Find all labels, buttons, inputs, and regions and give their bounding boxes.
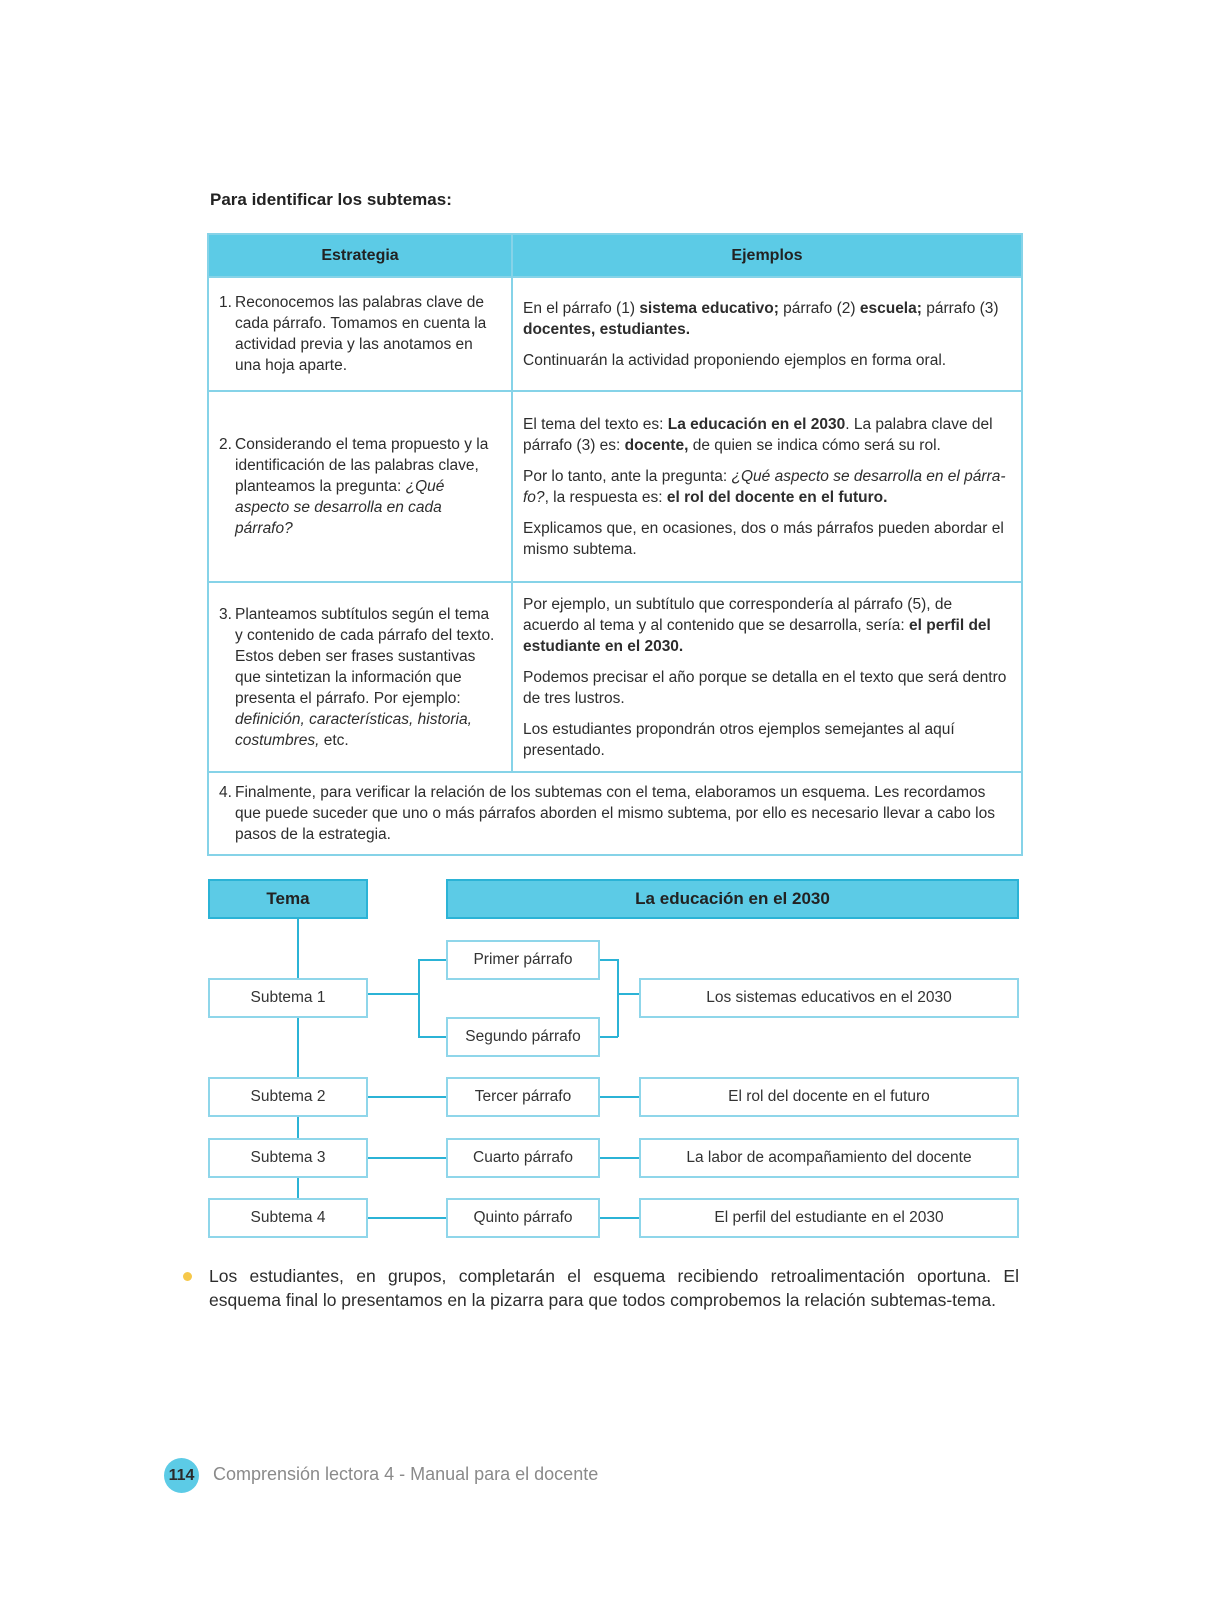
- bullet-dot-icon: [183, 1272, 192, 1281]
- connector-line: [600, 1217, 639, 1219]
- tema-value: La educación en el 2030: [446, 879, 1019, 919]
- connector-line: [600, 959, 618, 961]
- example-paragraph: Los estudiantes propondrán otros ejemplos semejantes al aquí presentado.: [523, 720, 955, 759]
- subtema-box: Subtema 4: [208, 1198, 368, 1238]
- bullet-item: [183, 1264, 1019, 1312]
- connector-line: [418, 959, 446, 961]
- example-paragraph: Explicamos que, en ocasiones, dos o más párrafos pueden abordar el mismo subtema.: [523, 519, 1004, 558]
- connector-line: [600, 1157, 639, 1159]
- paragraph-box: Tercer párrafo: [446, 1077, 600, 1117]
- subtema-box: Subtema 3: [208, 1138, 368, 1178]
- strategy-cell: [208, 582, 512, 772]
- paragraph-box: Cuarto párrafo: [446, 1138, 600, 1178]
- header-examples: Ejemplos: [512, 234, 1022, 277]
- strategy-cell: [208, 277, 512, 391]
- paragraph-box: Primer párrafo: [446, 940, 600, 980]
- final-step-cell: [208, 772, 1022, 855]
- connector-line: [368, 993, 419, 995]
- subtitle-box: El perfil del estudiante en el 2030: [639, 1198, 1019, 1238]
- strategy-table: [207, 233, 1023, 856]
- connector-line: [418, 959, 420, 1037]
- examples-cell: [512, 582, 1022, 772]
- example-paragraph: Por ejemplo, un subtítulo que correspondería al párrafo (5), de acuerdo al tema y al contenido que se desarrolla, sería: el perfil del estudiante en el 2030.: [523, 595, 991, 655]
- example-paragraph: Por lo tanto, ante la pregunta: ¿Qué aspecto se desarrolla en el párra-fo?, la respuesta es: el rol del docente en el futuro.: [523, 467, 1006, 506]
- example-paragraph: Continuarán la actividad proponiendo ejemplos en forma oral.: [523, 351, 947, 369]
- subtitle-box: El rol del docente en el futuro: [639, 1077, 1019, 1117]
- paragraph-box: Segundo párrafo: [446, 1017, 600, 1057]
- table-row: [208, 582, 1022, 772]
- table-row: [208, 277, 1022, 391]
- step-text: Considerando el tema propuesto y la identificación de las palabras clave, planteamos la pregunta: ¿Qué aspecto se desarrolla en cada párrafo?: [235, 436, 489, 537]
- tema-label: Tema: [208, 879, 368, 919]
- example-paragraph: En el párrafo (1) sistema educativo; párrafo (2) escuela; párrafo (3) docentes, estudiantes.: [523, 299, 999, 338]
- connector-line: [368, 1096, 446, 1098]
- connector-line: [600, 1036, 618, 1038]
- step-text: Reconocemos las palabras clave de cada párrafo. Tomamos en cuenta la actividad previa y las anotamos en una hoja aparte.: [235, 294, 487, 374]
- examples-cell: [512, 277, 1022, 391]
- connector-line: [368, 1217, 446, 1219]
- bullet-text: Los estudiantes, en grupos, completarán el esquema recibiendo retroalimentación oportuna. El esquema final lo presentamos en la pizarra para que todos comprobemos la relación subtemas-tema.: [209, 1266, 1019, 1310]
- subtema-box: Subtema 1: [208, 978, 368, 1018]
- section-title: Para identificar los subtemas:: [210, 190, 452, 209]
- connector-line: [418, 1036, 446, 1038]
- page-number: 114: [164, 1458, 199, 1493]
- connector-line: [617, 993, 639, 995]
- example-paragraph: El tema del texto es: La educación en el 2030. La palabra clave del párrafo (3) es: docente, de quien se indica cómo será su rol.: [523, 415, 993, 454]
- step-text: Finalmente, para verificar la relación de los subtemas con el tema, elaboramos un esquema. Les recordamos que puede suceder que uno o más párrafos aborden el mismo subtema, por ello es necesario llevar a cabo los pasos de la estrategia.: [235, 784, 995, 843]
- step-number: 3.: [219, 605, 232, 623]
- table-row: [208, 772, 1022, 855]
- connector-line: [368, 1157, 446, 1159]
- connector-line: [617, 959, 619, 1037]
- table-header-row: [208, 234, 1022, 277]
- paragraph-box: Quinto párrafo: [446, 1198, 600, 1238]
- step-number: 1.: [219, 294, 232, 311]
- table-row: [208, 391, 1022, 582]
- subtema-box: Subtema 2: [208, 1077, 368, 1117]
- step-number: 4.: [219, 784, 232, 801]
- strategy-cell: [208, 391, 512, 582]
- examples-cell: [512, 391, 1022, 582]
- subtitle-box: Los sistemas educativos en el 2030: [639, 978, 1019, 1018]
- header-strategy: Estrategia: [208, 234, 512, 277]
- connector-line: [600, 1096, 639, 1098]
- footer-title: Comprensión lectora 4 - Manual para el docente: [213, 1464, 599, 1484]
- step-number: 2.: [219, 436, 232, 453]
- subtitle-box: La labor de acompañamiento del docente: [639, 1138, 1019, 1178]
- example-paragraph: Podemos precisar el año porque se detalla en el texto que será dentro de tres lustros.: [523, 668, 1007, 707]
- step-text: Planteamos subtítulos según el tema y contenido de cada párrafo del texto. Estos deben ser frases sustantivas que sintetizan la información que presenta el párrafo. Por ejemplo: definición, características, historia, costumbres, etc.: [235, 605, 495, 749]
